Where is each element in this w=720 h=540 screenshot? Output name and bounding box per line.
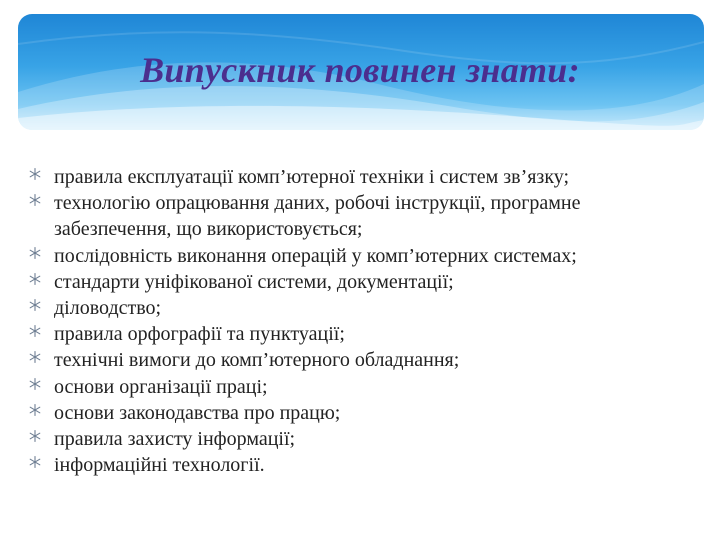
asterisk-icon (28, 377, 42, 391)
list-item (28, 452, 700, 478)
asterisk-icon (28, 455, 42, 469)
list-item-text: основи законодавства про працю; (54, 401, 341, 424)
list-item-text: правила захисту інформації; (54, 428, 296, 451)
asterisk-icon (28, 324, 42, 338)
asterisk-icon (28, 350, 42, 364)
list-item (28, 400, 700, 426)
bullet-list (28, 164, 700, 478)
list-item (28, 426, 700, 452)
asterisk-icon (28, 193, 42, 207)
list-item-text: послідовність виконання операцій у комп’ютерних системах; (54, 244, 577, 267)
list-item (28, 190, 700, 242)
asterisk-icon (28, 167, 42, 181)
list-item-text: технологію опрацювання даних, робочі інструкції, програмне забезпечення, що використовується; (54, 192, 581, 241)
list-item-text: інформаційні технології. (54, 454, 265, 477)
list-item (28, 347, 700, 373)
list-item-text: правила експлуатації комп’ютерної техніки і систем зв’язку; (54, 166, 570, 188)
list-item-text: основи організації праці; (54, 375, 268, 398)
asterisk-icon (28, 403, 42, 417)
asterisk-icon (28, 298, 42, 312)
list-item (28, 295, 700, 321)
list-item-text: правила орфографії та пунктуації; (54, 323, 345, 346)
list-item-text: діловодство; (54, 297, 162, 320)
asterisk-icon (28, 429, 42, 443)
list-item (28, 243, 700, 269)
asterisk-icon (28, 246, 42, 260)
list-item (28, 374, 700, 400)
list-item (28, 269, 700, 295)
list-item-text: технічні вимоги до комп’ютерного обладнання; (54, 349, 460, 372)
slide-title: Випускник повинен знати: (140, 50, 580, 90)
list-item (28, 164, 700, 190)
list-item-text: стандарти уніфікованої системи, документації; (54, 270, 454, 293)
asterisk-icon (28, 272, 42, 286)
list-item (28, 321, 700, 347)
